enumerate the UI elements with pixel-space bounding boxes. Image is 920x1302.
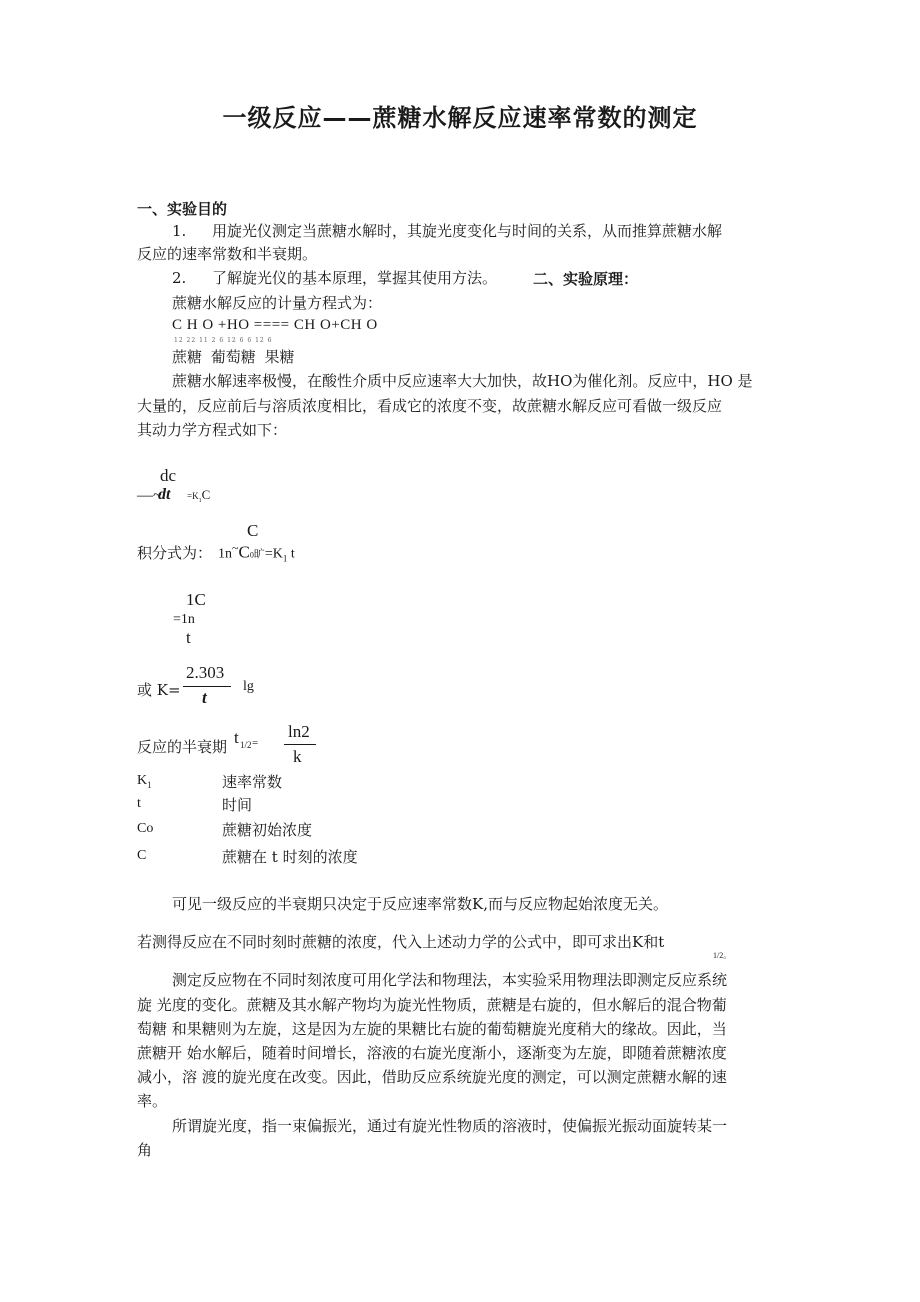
- para4-line3: 萄糖 和果糖则为左旋，这是因为左旋的果糖比右旋的葡萄糖旋光度稍大的缘故。因此，当: [137, 1020, 727, 1038]
- formula2-subscript-zero: 0: [249, 550, 254, 560]
- formula3-equals: =1n: [173, 612, 195, 627]
- formula2-c: C: [238, 542, 250, 562]
- definition-meaning: 蔗糖初始浓度: [222, 821, 313, 839]
- para2: 可见一级反应的半衰期只决定于反应速率常数K,而与反应物起始浓度无关。: [172, 895, 668, 913]
- formula5-sub: 1/2: [240, 740, 252, 750]
- formula4-label: 或 K=: [137, 681, 181, 699]
- formula4-lg: lg: [243, 679, 254, 694]
- definition-symbol: Co: [137, 821, 154, 836]
- formula5-numerator: ln2: [288, 722, 310, 741]
- formula5-fraction-bar: [284, 744, 316, 745]
- formula3-denominator: t: [186, 628, 191, 647]
- para3-text: 若测得反应在不同时刻时蔗糖的浓度，代入上述动力学的公式中，即可求出K和t: [137, 933, 665, 951]
- formula2-top: C: [247, 521, 259, 540]
- definition-symbol: t: [137, 796, 141, 811]
- formula3-numerator: 1C: [186, 590, 206, 609]
- para4-line6: 率。: [137, 1092, 168, 1110]
- item-1-line1: 用旋光仪测定当蔗糖水解时，其旋光度变化与时间的关系，从而推算蔗糖水解: [212, 222, 723, 240]
- definition-meaning: 蔗糖在 t 时刻的浓度: [222, 848, 358, 866]
- definition-symbol-sub: 1: [147, 779, 152, 790]
- page-title: 一级反应——蔗糖水解反应速率常数的测定: [222, 104, 698, 132]
- reaction-equation: C H O +HO ==== CH O+CH O: [172, 317, 378, 333]
- reaction-intro: 蔗糖水解反应的计量方程式为：: [172, 294, 383, 312]
- formula2-ln: 1n: [218, 546, 232, 562]
- para4-line4: 蔗糖开 始水解后，随着时间增长，溶液的右旋光度渐小，逐渐变为左旋，即随着蔗糖浓度: [137, 1044, 727, 1062]
- formula2-rhs-k: =K: [264, 546, 283, 562]
- para3-subscript: [713, 950, 731, 961]
- definition-symbol: [137, 773, 152, 790]
- item-1-line2: 反应的速率常数和半衰期。: [137, 245, 318, 263]
- para5-line1: 所谓旋光度，指一束偏振光，通过有旋光性物质的溶液时，使偏振光振动面旋转某一: [172, 1117, 728, 1135]
- para4-line1: 测定反应物在不同时刻浓度可用化学法和物理法，本实验采用物理法即测定反应系统: [172, 971, 728, 989]
- para4-line5: 减小，溶 渡的旋光度在改变。因此，借助反应系统旋光度的测定，可以测定蔗糖水解的速: [137, 1068, 727, 1086]
- definition-symbol-main: K: [137, 773, 148, 788]
- para3-end: 。: [723, 951, 732, 960]
- definition-symbol: C: [137, 848, 147, 863]
- para1-line2: 大量的，反应前后与溶质浓度相比，看成它的浓度不变，故蔗糖水解反应可看做一级反应: [137, 397, 723, 415]
- item-2-number: 2.: [172, 269, 187, 287]
- para1-line3: 其动力学方程式如下：: [137, 421, 288, 439]
- formula2-garble: 旷: [253, 548, 265, 561]
- formula1-rhs-k: =K: [187, 491, 199, 501]
- para5-line2: 角: [137, 1141, 153, 1159]
- definition-meaning: 时间: [222, 796, 253, 814]
- reaction-compound-names: 蔗糖 葡萄糖 果糖: [172, 348, 295, 366]
- formula1-rhs-sub: 1: [198, 497, 202, 504]
- formula5-t: t: [234, 728, 239, 747]
- formula4-fraction-bar: [183, 686, 231, 687]
- formula1-dash: —~: [137, 487, 162, 504]
- section-heading-purpose: 一、实验目的: [137, 200, 228, 218]
- formula4-denominator: t: [202, 688, 207, 707]
- formula5-equals: =: [252, 737, 259, 749]
- item-2-text: 了解旋光仪的基本原理，掌握其使用方法。: [212, 269, 498, 287]
- formula1-rhs: [187, 487, 210, 504]
- para4-line2: 旋 光度的变化。蔗糖及其水解产物均为旋光性物质，蔗糖是右旋的，但水解后的混合物葡: [137, 996, 727, 1014]
- section-heading-principle: 二、实验原理：: [533, 270, 639, 288]
- formula5-denominator: k: [293, 747, 302, 766]
- formula2-tilde: ~: [232, 541, 239, 555]
- definition-meaning: 速率常数: [222, 773, 283, 791]
- formula4-numerator: 2.303: [186, 663, 225, 682]
- formula1-rhs-c: C: [201, 487, 211, 502]
- reaction-subscripts: 12 22 11 2 6 12 6 6 12 6: [174, 337, 273, 344]
- formula5-label: 反应的半衰期: [137, 738, 228, 756]
- para1-line1: 蔗糖水解速率极慢，在酸性介质中反应速率大大加快，故HO为催化剂。反应中，HO 是: [172, 372, 753, 390]
- formula2-rhs-sub: 1: [282, 553, 288, 564]
- para3-sub: 1/2: [713, 951, 724, 960]
- formula2-rhs-t: t: [287, 546, 295, 562]
- formula2-label: 积分式为：: [137, 544, 213, 562]
- formula1-denominator: dt: [158, 486, 171, 503]
- formula2-body: [218, 541, 295, 563]
- formula1-numerator: dc: [160, 466, 177, 485]
- item-1-number: 1.: [172, 222, 187, 240]
